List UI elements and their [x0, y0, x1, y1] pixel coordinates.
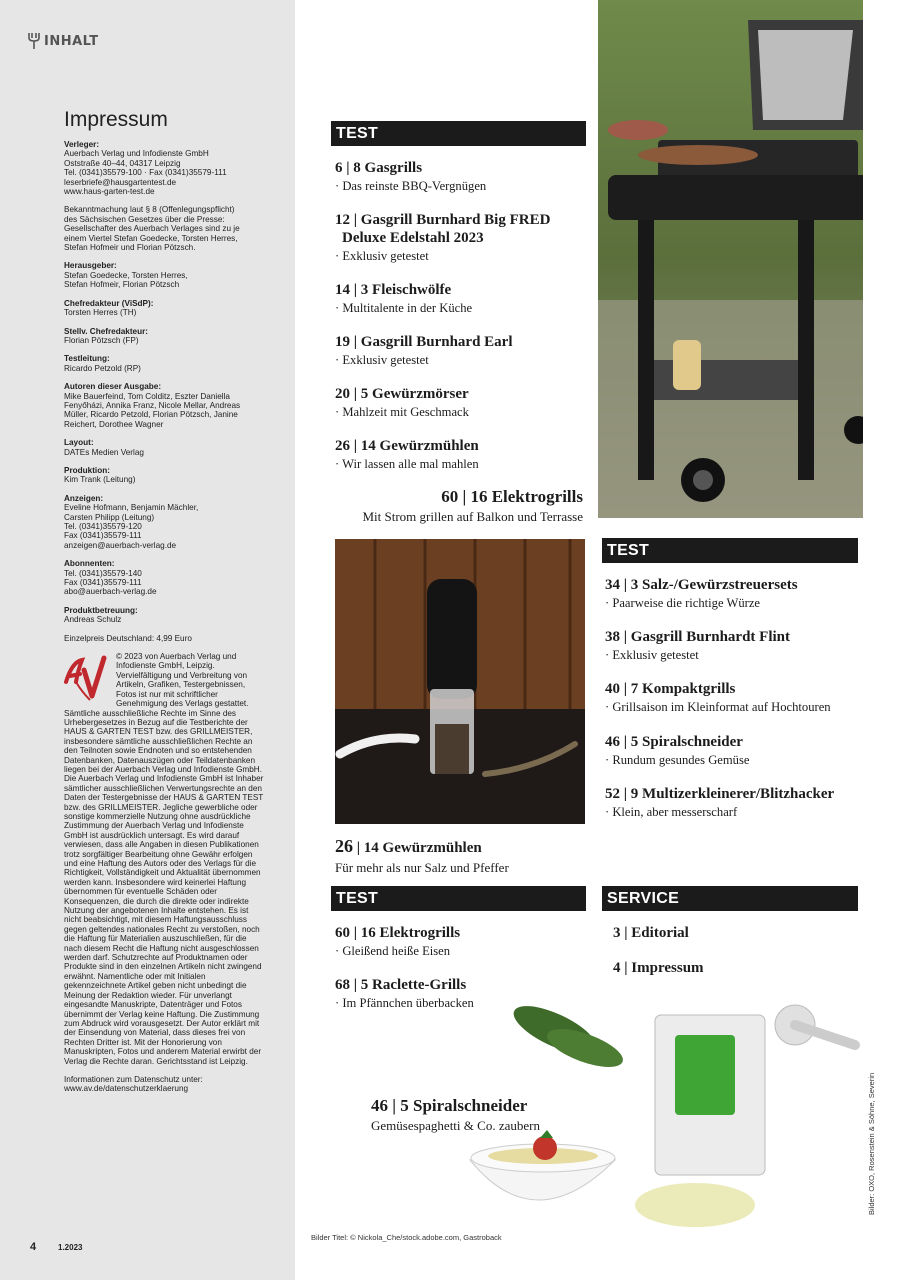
- toc-entry-sub: · Exklusiv getestet: [335, 353, 429, 367]
- feature-elektrogrills[interactable]: [330, 487, 583, 525]
- imp-line: DATEs Medien Verlag: [64, 447, 144, 457]
- photo-credit-side: Bilder: OXO, Rosenstein & Söhne, Severin: [867, 1072, 876, 1215]
- grill-fork-icon: [28, 32, 40, 50]
- toc-entry[interactable]: [335, 159, 585, 194]
- toc-entry-sub: · Mahlzeit mit Geschmack: [335, 405, 469, 419]
- toc-entry[interactable]: [613, 924, 853, 942]
- feature-title: 60 | 16 Elektrogrills: [441, 487, 583, 506]
- imp-line: Tel. (0341)35579-140: [64, 568, 142, 578]
- imp-label: Herausgeber:: [64, 261, 117, 271]
- imp-line: Andreas Schulz: [64, 615, 122, 625]
- imp-label: Testleitung:: [64, 354, 110, 364]
- imp-label: Abonnenten:: [64, 559, 115, 569]
- copyright-text: © 2023 von Auerbach Verlag und Infodienste GmbH, Leipzig. Vervielfältigung und Verbreitung von Artikeln, Grafiken, Testergebnissen, Fotos ist nur mit schriftlicher Genehmigung des Verlags gestattet. Sämtliche ausschließliche Rechte im Sinne des Urhebergesetzes in Bezug auf die Testberichte der HAUS & GARTEN TEST bzw. des GRILLMEISTER, insbesondere sämtliche ausschließlichen Rechte an den Teilnoten sowie Endnoten und so entstehenden Datenbanken, Datenauszügen oder Teildatenbanken liegen bei der Auerbach Verlag und Infodienste GmbH. Die Auerbach Verlag und Infodienste GmbH ist Inhaber sämtlicher ausschließlichen Verwertungsrechte an den Daten der Testergebnisse der HAUS & GARTEN TEST bzw. des GRILLMEISTER. Jegliche gewerbliche oder sonstige kommerzielle Nutzung ohne ausdrückliche Zustimmung der Auerbach Verlag und Infodienste GmbH ist ausdrücklich untersagt. Es wird darauf verwiesen, dass alle Angaben in diesen Publikationen trotz sorgfältiger Bearbeitung ohne Gewähr erfolgen und eine Haftung des Autors oder des Verlags für die Richtigkeit, Vollständigkeit und Aktualität übernommen werden kann. Insbesondere wird keinerlei Haftung übernommen für eventuelle Schäden oder Konsequenzen, die durch die direkte oder indirekte Nutzung der angebotenen Inhalte entstehen. Es ist nicht beabsichtigt, mit diesem Haftungsausschluss gegen geltendes nationales Recht zu verstoßen, noch die Haftung für Materialien auszuschließen, für die nach diesem Recht die Haftung nicht ausgeschlossen werden darf. Schutzrechte auf Produktnamen oder Produkte sind in den einzelnen Artikeln nicht zwingend erwähnt. Namentliche oder mit Initialen gekennzeichnete Artikel geben nicht unbedingt die Meinung der Redaktion wieder. Für unverlangt eingesandte Manuskripte, Datenträger und Fotos übernimmt der Verlag keine Haftung. Die Zustimmung zum Abdruck wird vorausgesetzt. Der Autor erklärt mit der Einsendung von Material, dass dieses frei von Rechten Dritter ist. Mit der Honorierung von Manuskripten, Fotos und anderem Material erwirbt der Verlag die Rechte daran. Gerichtsstand ist Leipzig.: [64, 652, 264, 1066]
- toc-entry-title: 14 | 3 Fleischwölfe: [335, 282, 452, 298]
- feature-gewuerzmuehlen[interactable]: [335, 836, 585, 876]
- toc-entry-title: 20 | 5 Gewürzmörser: [335, 386, 469, 402]
- imp-line: Tel. (0341)35579-120: [64, 522, 142, 531]
- grinder-photo: [335, 539, 585, 824]
- toc-entry-title: 68 | 5 Raclette-Grills: [335, 977, 467, 993]
- service-header: SERVICE: [602, 886, 858, 911]
- imp-email-link[interactable]: leserbriefe@hausgartentest.de: [64, 177, 177, 187]
- toc-entry-title-line2: Deluxe Edelstahl 2023: [342, 230, 484, 246]
- toc-entry-title: 60 | 16 Elektrogrills: [335, 925, 461, 941]
- toc-entry-sub: · Exklusiv getestet: [605, 648, 699, 662]
- feature-spiralschneider[interactable]: [371, 1096, 591, 1134]
- imp-group-abonnenten: [64, 559, 264, 597]
- feature-sub: Für mehr als nur Salz und Pfeffer: [335, 860, 509, 875]
- photo-credit-title: Bilder Titel: © Nickola_Che/stock.adobe.com, Gastroback: [311, 1233, 502, 1242]
- imp-group-chefredakteur: [64, 299, 264, 318]
- impressum-title: Impressum: [64, 108, 168, 131]
- imp-group-produktbetreuung: [64, 606, 264, 625]
- imp-label: Stellv. Chefredakteur:: [64, 326, 149, 336]
- imp-line: Gesellschafter des Auerbach Verlages sind zu je: [64, 224, 240, 234]
- imp-email-link[interactable]: abo@auerbach-verlag.de: [64, 587, 157, 597]
- toc-entry-title: 38 | Gasgrill Burnhardt Flint: [605, 629, 790, 645]
- imp-label: Produktion:: [64, 465, 110, 475]
- toc-entry-sub: · Klein, aber messerscharf: [605, 805, 738, 819]
- privacy-label: Informationen zum Datenschutz unter:: [64, 1074, 203, 1084]
- imp-line: Bekanntmachung laut § 8 (Offenlegungspflicht): [64, 205, 235, 215]
- test-header-3: TEST: [331, 886, 586, 911]
- toc-entry[interactable]: [605, 576, 865, 611]
- toc-entry[interactable]: [335, 211, 585, 264]
- impressum-body: [64, 140, 264, 1094]
- imp-line: Stefan Hofmeir und Florian Pötzsch.: [64, 243, 196, 253]
- toc-entry[interactable]: [335, 924, 585, 959]
- feature-title: [335, 836, 585, 858]
- imp-label: Layout:: [64, 438, 94, 448]
- grill-photo: [598, 0, 863, 518]
- imp-group-herausgeber: [64, 261, 264, 289]
- imp-group-testleitung: [64, 354, 264, 373]
- toc-entry-title: 12 | Gasgrill Burnhard Big FRED: [335, 212, 551, 228]
- toc-entry[interactable]: [605, 680, 865, 715]
- imp-line: Fax (0341)35579-111: [64, 578, 142, 588]
- imp-label: Verleger:: [64, 140, 100, 149]
- toc-entry-sub: · Wir lassen alle mal mahlen: [335, 457, 479, 471]
- imp-line: Müller, Ricardo Petzold, Florian Pötzsch, Janine: [64, 410, 238, 420]
- av-publisher-logo: [64, 652, 110, 704]
- imp-group-bekanntmachung: [64, 205, 264, 252]
- imp-line: Fenyőházi, Annika Franz, Nicole Mellar, Andreas: [64, 400, 241, 410]
- imp-line: Carsten Philipp (Leitung): [64, 512, 155, 522]
- grinder-illustration: [335, 539, 585, 824]
- imp-label: Chefredakteur (ViSdP):: [64, 298, 154, 308]
- toc-entry-sub: · Rundum gesundes Gemüse: [605, 753, 750, 767]
- toc-entry[interactable]: [335, 385, 585, 420]
- imp-email-link[interactable]: anzeigen@auerbach-verlag.de: [64, 540, 177, 550]
- toc-entry[interactable]: [605, 785, 885, 820]
- imp-line: Fax (0341)35579-111: [64, 531, 142, 541]
- issue-number: 1.2023: [58, 1243, 83, 1252]
- toc-entry[interactable]: [613, 959, 853, 977]
- imp-line: Stefan Hofmeir, Florian Pötzsch: [64, 280, 180, 290]
- test-header-1: TEST: [331, 121, 586, 146]
- imp-line: Ricardo Petzold (RP): [64, 363, 141, 373]
- feature-title-number: 26: [335, 836, 353, 856]
- imp-line: des Sächsischen Gesetzes über die Presse:: [64, 214, 225, 224]
- imp-line: Kim Trank (Leitung): [64, 475, 136, 485]
- imp-group-layout: [64, 438, 264, 457]
- toc-entry-title: 34 | 3 Salz-/Gewürzstreuersets: [605, 577, 798, 593]
- imp-label: Autoren dieser Ausgabe:: [64, 382, 162, 392]
- privacy-link[interactable]: www.av.de/datenschutzerklaerung: [64, 1084, 189, 1094]
- imp-line: Reichert, Dorothee Wagner: [64, 419, 164, 429]
- copyright-block: [64, 652, 264, 1066]
- impressum-sidebar: [0, 0, 295, 1280]
- imp-group-verleger: [64, 140, 264, 196]
- section-tag: [28, 32, 99, 50]
- imp-line: Eveline Hofmann, Benjamin Mächler,: [64, 503, 199, 513]
- toc-entry-title: 40 | 7 Kompaktgrills: [605, 681, 736, 697]
- toc-entry-sub: · Multitalente in der Küche: [335, 301, 473, 315]
- imp-line: Torsten Herres (TH): [64, 308, 137, 318]
- toc-entry[interactable]: [605, 733, 865, 768]
- toc-entry-title: 4 | Impressum: [613, 960, 704, 976]
- grill-illustration: [598, 0, 863, 518]
- toc-entry-sub: · Grillsaison im Kleinformat auf Hochtouren: [605, 700, 831, 714]
- imp-web-link[interactable]: www.haus-garten-test.de: [64, 187, 155, 197]
- feature-sub: Mit Strom grillen auf Balkon und Terrasse: [362, 509, 583, 524]
- imp-group-autoren: [64, 382, 264, 429]
- toc-entry-title: 46 | 5 Spiralschneider: [605, 734, 743, 750]
- toc-entry-title: 3 | Editorial: [613, 925, 689, 941]
- toc-entry-sub: · Exklusiv getestet: [335, 249, 429, 263]
- toc-entry-sub: · Paarweise die richtige Würze: [605, 596, 761, 610]
- imp-label: Anzeigen:: [64, 493, 104, 503]
- imp-label: Produktbetreuung:: [64, 605, 138, 615]
- feature-sub: Gemüsespaghetti & Co. zaubern: [371, 1118, 540, 1133]
- imp-group-produktion: [64, 466, 264, 485]
- toc-entry[interactable]: [335, 281, 585, 316]
- imp-group-stellv: [64, 327, 264, 346]
- toc-entry-title: 19 | Gasgrill Burnhard Earl: [335, 334, 513, 350]
- test-header-2: TEST: [602, 538, 858, 563]
- imp-line: einem Viertel Stefan Goedecke, Torsten Herres,: [64, 233, 238, 243]
- feature-title-text: | 14 Gewürzmühlen: [353, 840, 482, 856]
- imp-line: Oststraße 40–44, 04317 Leipzig: [64, 158, 181, 168]
- toc-entry[interactable]: [335, 333, 585, 368]
- price-line: Einzelpreis Deutschland: 4,99 Euro: [64, 633, 192, 643]
- imp-line: Tel. (0341)35579-100 · Fax (0341)35579-111: [64, 168, 227, 178]
- toc-entry-sub: · Das reinste BBQ-Vergnügen: [335, 179, 487, 193]
- section-tag-label: INHALT: [44, 33, 99, 49]
- imp-group-anzeigen: [64, 494, 264, 550]
- toc-entry-title: 52 | 9 Multizerkleinerer/Blitzhacker: [605, 786, 835, 802]
- toc-entry-title: 26 | 14 Gewürzmühlen: [335, 438, 479, 454]
- toc-entry[interactable]: [335, 437, 585, 472]
- toc-entry[interactable]: [605, 628, 865, 663]
- imp-line: Florian Pötzsch (FP): [64, 335, 139, 345]
- toc-entry-title: 6 | 8 Gasgrills: [335, 160, 423, 176]
- imp-line: Mike Bauerfeind, Tom Colditz, Eszter Daniella: [64, 391, 230, 401]
- toc-entry-sub: · Im Pfännchen überbacken: [335, 996, 474, 1010]
- feature-title: 46 | 5 Spiralschneider: [371, 1096, 528, 1115]
- imp-line: Auerbach Verlag und Infodienste GmbH: [64, 149, 209, 159]
- toc-entry-sub: · Gleißend heiße Eisen: [335, 944, 451, 958]
- imp-line: Stefan Goedecke, Torsten Herres,: [64, 270, 188, 280]
- page-number: 4: [30, 1241, 37, 1253]
